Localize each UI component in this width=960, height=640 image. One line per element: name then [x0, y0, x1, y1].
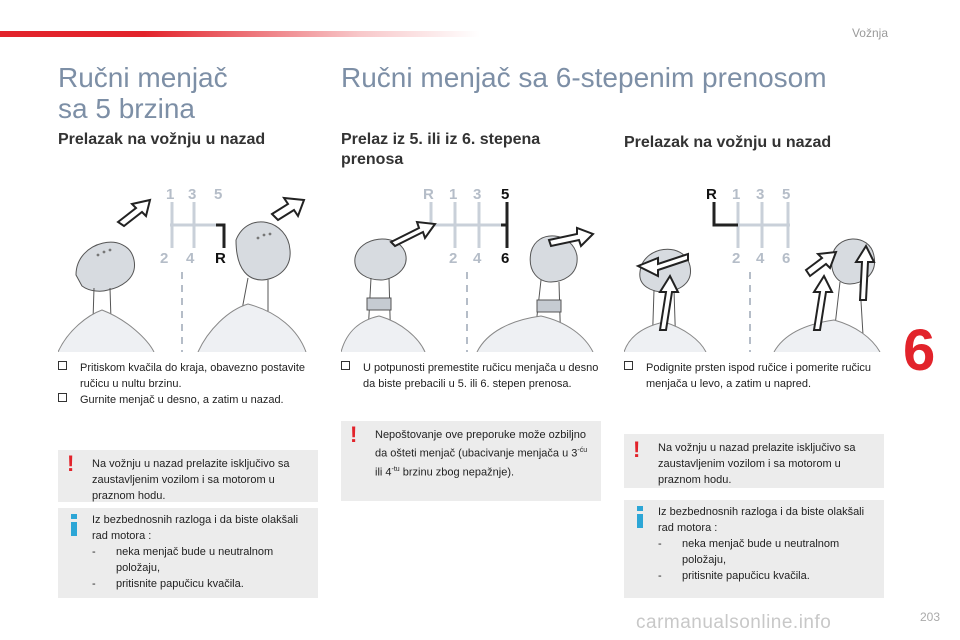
info-intro: Iz bezbednosnih razloga i da biste olakšali rad motora :: [658, 506, 865, 534]
list-item: - pritisnite papučicu kvačila.: [92, 578, 244, 590]
warning-exclamation-icon: !: [350, 422, 358, 447]
gear-digit: 2: [449, 250, 458, 267]
info-intro: Iz bezbednosnih razloga i da biste olakšali rad motora :: [92, 514, 299, 542]
gear-digit-fifth: 5: [501, 186, 510, 203]
left-info-text: [92, 512, 312, 592]
mid-subtitle: Prelaz iz 5. ili iz 6. stepena prenosa: [341, 131, 541, 168]
far-info-box: [624, 500, 884, 598]
left-title-line2: sa 5 brzina: [58, 93, 195, 124]
gear-digit: 5: [782, 186, 791, 203]
far-info-text: [658, 504, 878, 584]
watermark: carmanualsonline.info: [636, 612, 832, 633]
gear-digit: 3: [188, 186, 197, 203]
left-warning-text: Na vožnju u nazad prelazite isključivo sa zaustavljenim vozilom i sa motorom u praznom hodu.: [92, 458, 290, 502]
gear-digit: 4: [473, 250, 482, 267]
info-list: [658, 536, 878, 584]
checkbox-bullet-icon: [58, 361, 67, 370]
mid-warning-text: Nepoštovanje ove preporuke može ozbiljno da ošteti menjač (ubacivanje menjača u $3^{-ću}$ ili $4^{-tu}$ brzinu zbog nepažnje).: [375, 429, 588, 479]
left-subtitle: Prelazak na vožnju u nazad: [58, 131, 266, 148]
gear-digit: 5: [214, 186, 223, 203]
mid-warning-box: [341, 421, 601, 501]
list-item: Pritiskom kvačila do kraja, obavezno postavite ručicu u nultu brzinu.: [58, 360, 316, 392]
warning-exclamation-icon: !: [67, 451, 75, 476]
checkbox-bullet-icon: [624, 361, 633, 370]
gear-digit-reverse: R: [706, 186, 717, 203]
left-info-box: [58, 508, 318, 598]
mid-instructions: [341, 360, 599, 392]
right-title: Ručni menjač sa 6-stepenim prenosom: [341, 62, 827, 93]
gear-digit: 1: [732, 186, 741, 203]
list-item: - pritisnite papučicu kvačila.: [658, 570, 810, 582]
checkbox-bullet-icon: [341, 361, 350, 370]
warning-exclamation-icon: !: [633, 437, 641, 462]
gear-digit-sixth: 6: [501, 250, 510, 267]
left-title: [58, 62, 228, 124]
list-item: Podignite prsten ispod ručice i pomerite ručicu menjača u levo, a zatim u napred.: [624, 360, 882, 392]
left-instructions: [58, 360, 316, 408]
info-list: [92, 544, 312, 592]
page-number: 203: [919, 610, 940, 624]
header-accent-line: [0, 31, 480, 37]
chapter-number: 6: [903, 318, 936, 383]
left-title-line1: Ručni menjač: [58, 62, 228, 93]
far-instructions: [624, 360, 882, 392]
gear-digit: 2: [160, 250, 169, 267]
gear-digit: 3: [473, 186, 482, 203]
list-item: U potpunosti premestite ručicu menjača u desno da biste prebacili u 5. ili 6. stepen prenosa.: [341, 360, 599, 392]
gear-digit: R: [423, 186, 434, 203]
gear-digit: 2: [732, 250, 741, 267]
gear-digit: 4: [756, 250, 765, 267]
list-item: - neka menjač bude u neutralnom položaju,: [658, 538, 840, 566]
far-warning-box: [624, 434, 884, 488]
far-subtitle: Prelazak na vožnju u nazad: [624, 134, 832, 151]
checkbox-bullet-icon: [58, 393, 67, 402]
list-item: Gurnite menjač u desno, a zatim u nazad.: [58, 392, 316, 408]
info-icon: [636, 506, 644, 529]
gear-digit: 1: [449, 186, 458, 203]
section-label: Vožnja: [851, 26, 888, 40]
list-item: - neka menjač bude u neutralnom položaju,: [92, 546, 274, 574]
gear-digit-reverse: R: [215, 250, 226, 267]
mid-gearshift-illustration: [341, 180, 601, 352]
gear-digit: 4: [186, 250, 195, 267]
left-gearshift-illustration: [58, 180, 318, 352]
gear-digit: 6: [782, 250, 791, 267]
gear-digit: 3: [756, 186, 765, 203]
info-icon: [70, 514, 78, 537]
far-warning-text: Na vožnju u nazad prelazite isključivo sa zaustavljenim vozilom i sa motorom u praznom hodu.: [658, 442, 856, 486]
gear-digit: 1: [166, 186, 175, 203]
left-warning-box: [58, 450, 318, 502]
far-gearshift-illustration: [624, 180, 884, 352]
